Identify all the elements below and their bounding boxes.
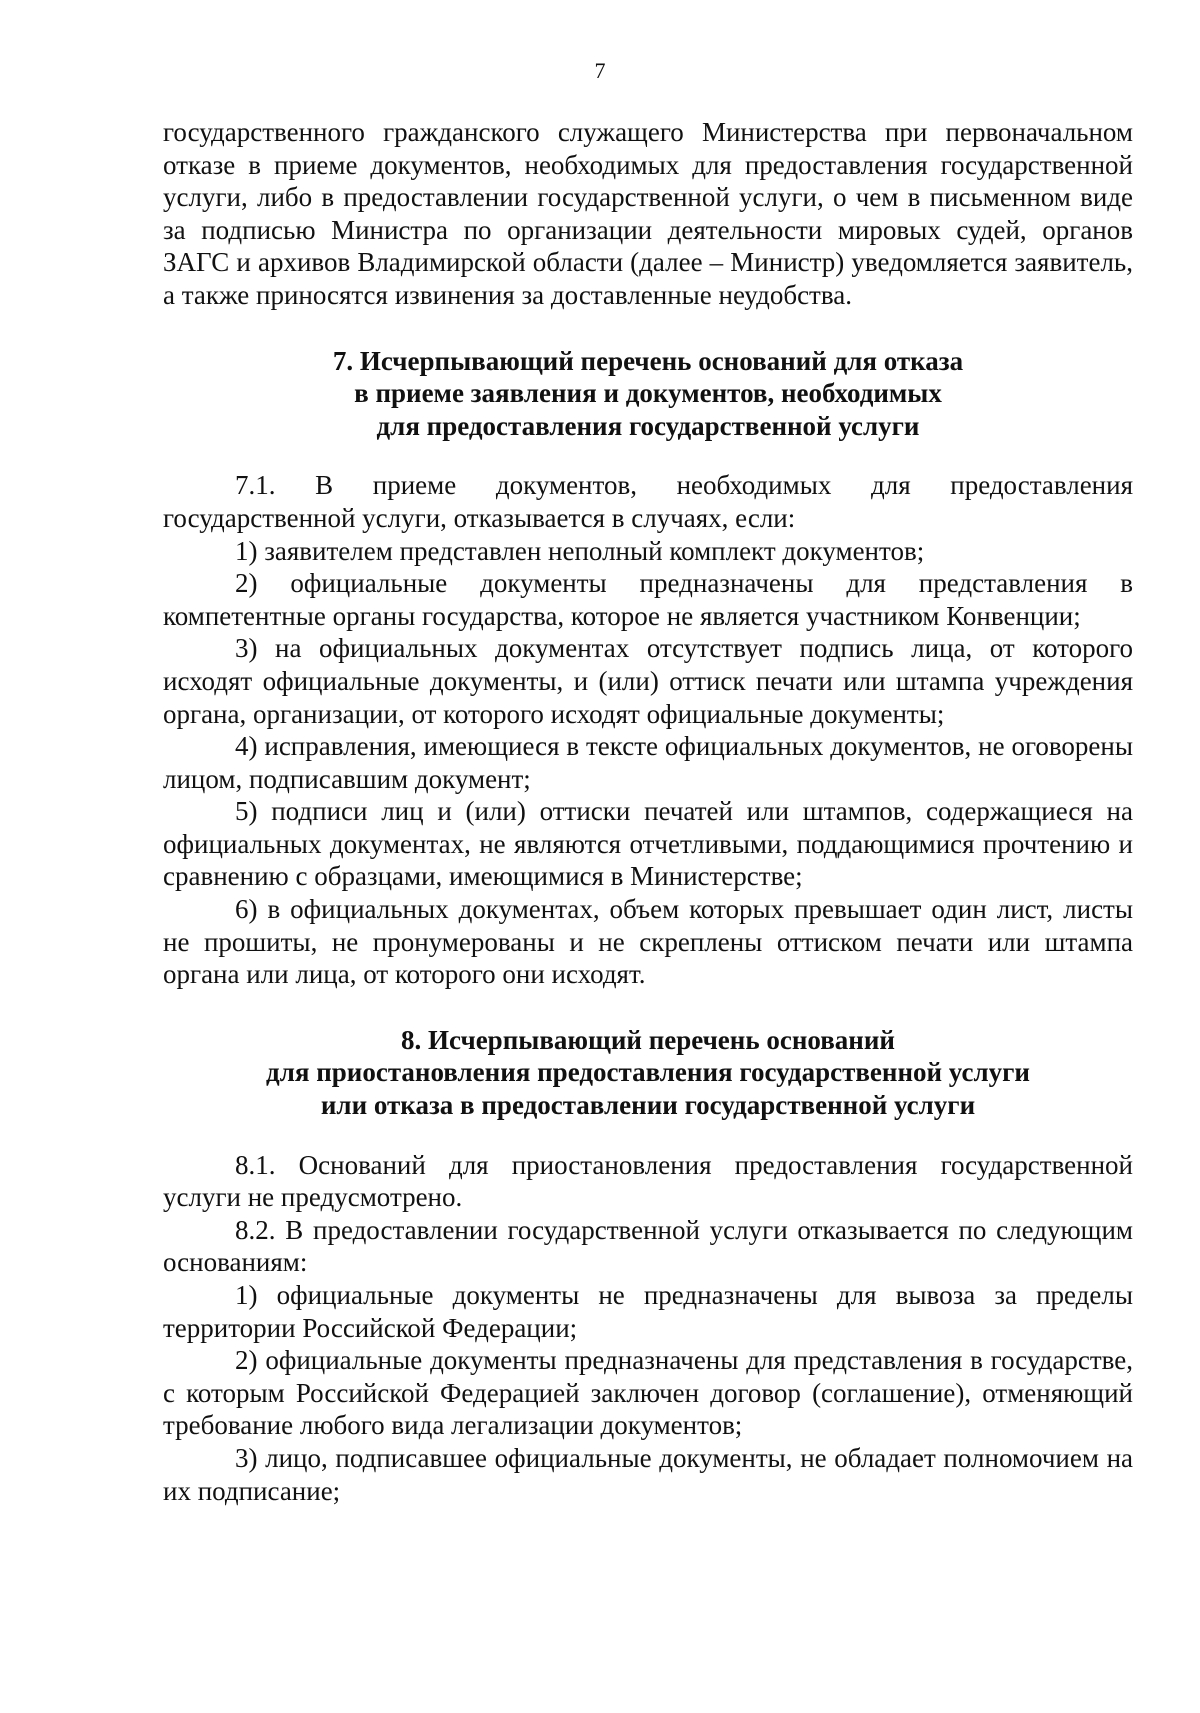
list-item-8-2-3: 3) лицо, подписавшее официальные документы, не обладает полномочием на их подписание; [163, 1442, 1133, 1506]
list-item-7-1-1: 1) заявителем представлен неполный комплект документов; [235, 535, 925, 566]
paragraph-8-1: 8.1. Оснований для приостановления предоставления государственной услуги не предусмотрено. [163, 1149, 1133, 1213]
list-item-7-1-6: 6) в официальных документах, объем которых превышает один лист, листы не прошиты, не пронумерованы и не скреплены оттиском печати или штампа органа или лица, от которого они исходят. [163, 894, 1133, 990]
section-8-heading-line: для приостановления предоставления государственной услуги [266, 1057, 1030, 1088]
list-item-7-1-2: 2) официальные документы предназначены для представления в компетентные органы государства, которое не является участником Конвенции; [163, 568, 1133, 631]
paragraph-8-2: 8.2. В предоставлении государственной услуги отказывается по следующим основаниям: [163, 1214, 1133, 1278]
section-7-heading-line: для предоставления государственной услуги [376, 410, 920, 441]
list-item-7-1-3: 3) на официальных документах отсутствует подпись лица, от которого исходят официальные документы, и (или) оттиск печати или штампа учреждения органа, организации, от которого исходят официальные документы; [163, 633, 1133, 729]
paragraph-7-1: 7.1. В приеме документов, необходимых для предоставления государственной услуги, отказывается в случаях, если: [163, 470, 1133, 533]
section-7-heading-line: в приеме заявления и документов, необходимых [354, 378, 942, 409]
section-8-heading-line: 8. Исчерпывающий перечень оснований [401, 1024, 895, 1055]
section-8-heading-line: или отказа в предоставлении государственной услуги [320, 1090, 976, 1121]
page-number: 7 [594, 58, 606, 83]
list-item-8-2-2: 2) официальные документы предназначены для представления в государстве, с которым Российской Федерацией заключен договор (соглашение), отменяющий требование любого вида легализации документов; [163, 1345, 1133, 1441]
section-7-heading-line: 7. Исчерпывающий перечень оснований для отказа [332, 345, 964, 376]
section-7-heading [163, 345, 1133, 443]
list-item-7-1-4: 4) исправления, имеющиеся в тексте официальных документов, не оговорены лицом, подписавшим документ; [163, 731, 1133, 794]
document-body [163, 116, 1133, 1507]
list-item-7-1-5: 5) подписи лиц и (или) оттиски печатей или штампов, содержащиеся на официальных документах, не являются отчетливыми, поддающимися прочтению и сравнению с образцами, имеющимися в Министерстве; [163, 796, 1133, 892]
intro-paragraph: государственного гражданского служащего Министерства при первоначальном отказе в приеме документов, необходимых для предоставления государственной услуги, либо в предоставлении государственной услуги, о чем в письменном виде за подписью Министра по организации деятельности мировых судей, органов ЗАГС и архивов Владимирской области (далее – Министр) уведомляется заявитель, а также приносятся извинения за доставленные неудобства. [163, 117, 1133, 310]
list-item-8-2-1: 1) официальные документы не предназначены для вывоза за пределы территории Российской Федерации; [163, 1280, 1133, 1343]
section-8-heading [163, 1024, 1133, 1122]
